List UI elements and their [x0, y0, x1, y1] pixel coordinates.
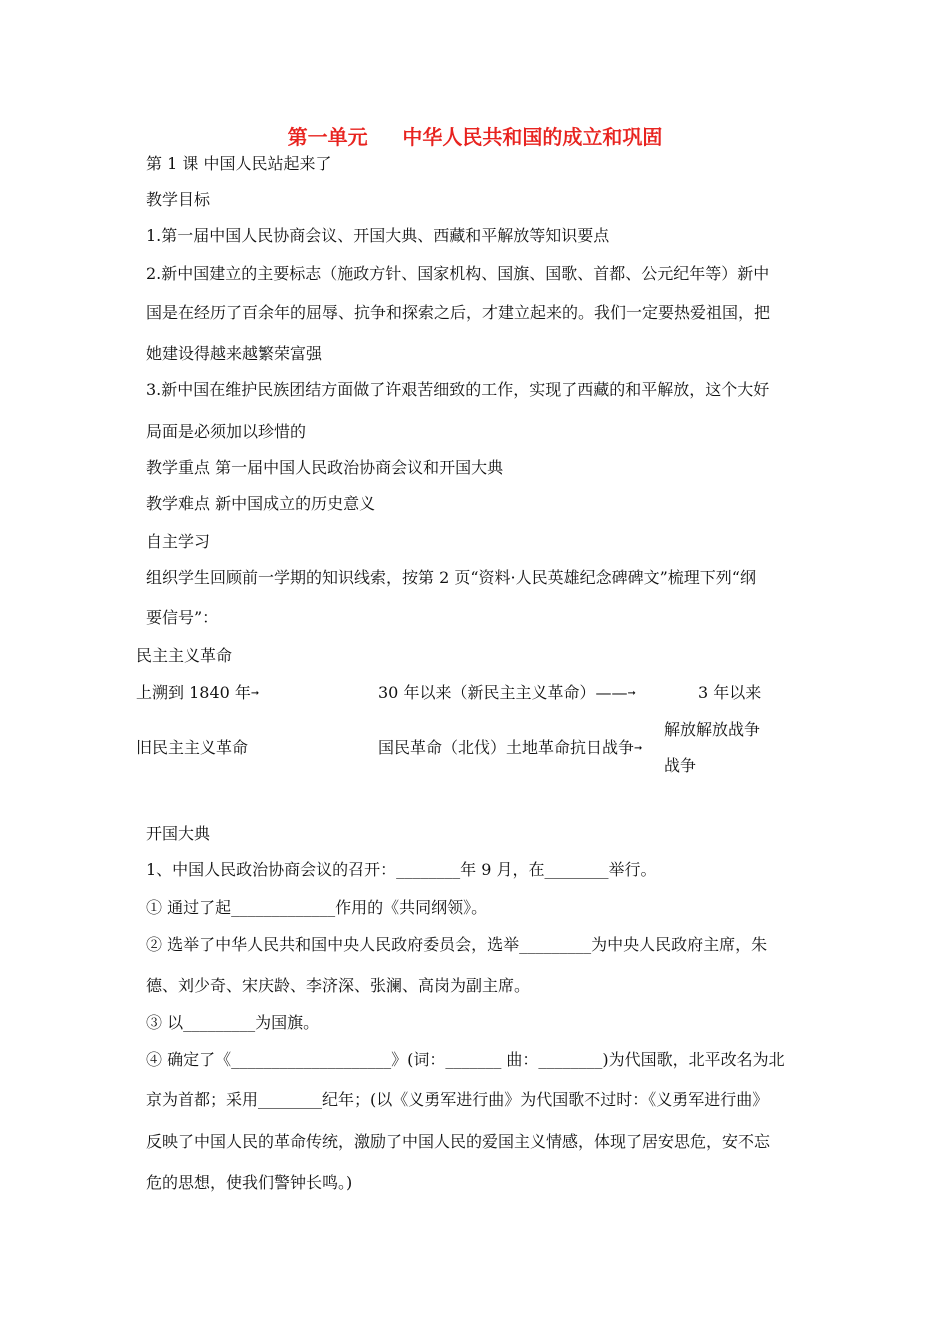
goals-heading: 教学目标 [146, 190, 211, 209]
question-1-d-line-1: ④ 确定了《____________________》(词：_______ 曲：________)为代国歌，北平改名为北 [146, 1050, 785, 1069]
arrow-icon: ➞ [250, 687, 260, 699]
page-title: 第一单元 中华人民共和国的成立和巩固 [287, 125, 663, 149]
timeline-old-period: 上溯到 1840 年➞ [136, 683, 260, 702]
difficulty: 教学难点 新中国成立的历史意义 [146, 494, 376, 513]
question-1-d-line-3: 反映了中国人民的革命传统，激励了中国人民的爱国主义情感，体现了居安思危，安不忘 [146, 1132, 771, 1151]
timeline-root-label: 民主主义革命 [136, 646, 233, 665]
timeline-liberation-war: 解放解放战争 [664, 720, 761, 739]
question-1-b-line-2: 德、刘少奇、宋庆龄、李济深、张澜、高岗为副主席。 [146, 976, 531, 995]
timeline-old-revolution: 旧民主主义革命 [136, 738, 249, 757]
timeline-liberation-war-cont: 战争 [664, 756, 697, 775]
arrow-icon: ➞ [627, 687, 636, 699]
question-1-c: ③ 以_________为国旗。 [146, 1013, 320, 1032]
goal-3-line-2: 局面是必须加以珍惜的 [146, 422, 307, 441]
question-1-d-line-2: 京为首都；采用________纪年；(以《义勇军进行曲》为代国歌不过时：《义勇军进行曲》 [146, 1090, 769, 1109]
timeline-recent-period: 3 年以来 [698, 683, 762, 702]
question-1-d-line-4: 危的思想，使我们警钟长鸣。) [146, 1173, 353, 1192]
arrow-icon: ➞ [634, 742, 643, 754]
instruction-line-2: 要信号”： [146, 608, 219, 627]
question-1-a: ① 通过了起_____________作用的《共同纲领》。 [146, 898, 488, 917]
goal-1: 1.第一届中国人民协商会议、开国大典、西藏和平解放等知识要点 [146, 226, 610, 245]
instruction-line-1: 组织学生回顾前一学期的知识线索，按第 2 页“资料·人民英雄纪念碑碑文”梳理下列“纲 [146, 568, 756, 587]
timeline-new-revolution: 国民革命（北伐）土地革命抗日战争➞ [378, 738, 643, 757]
goal-2-line-3: 她建设得越来越繁荣富强 [146, 344, 323, 363]
lesson-heading: 第 1 课 中国人民站起来了 [146, 154, 332, 173]
goal-2-line-1: 2.新中国建立的主要标志（施政方针、国家机构、国旗、国歌、首都、公元纪年等）新中 [146, 264, 770, 283]
timeline-new-period: 30 年以来（新民主主义革命）——➞ [378, 683, 636, 702]
key-points: 教学重点 第一届中国人民政治协商会议和开国大典 [146, 458, 504, 477]
question-1: 1、中国人民政治协商会议的召开：________年 9 月，在________举行。 [146, 860, 657, 879]
question-1-b-line-1: ② 选举了中华人民共和国中央人民政府委员会，选举_________为中央人民政府主席，朱 [146, 935, 768, 954]
goal-3-line-1: 3.新中国在维护民族团结方面做了许艰苦细致的工作，实现了西藏的和平解放，这个大好 [146, 380, 770, 399]
goal-2-line-2: 国是在经历了百余年的屈辱、抗争和探索之后，才建立起来的。我们一定要热爱祖国，把 [146, 303, 771, 322]
self-study-heading: 自主学习 [146, 532, 211, 551]
ceremony-heading: 开国大典 [146, 824, 211, 843]
